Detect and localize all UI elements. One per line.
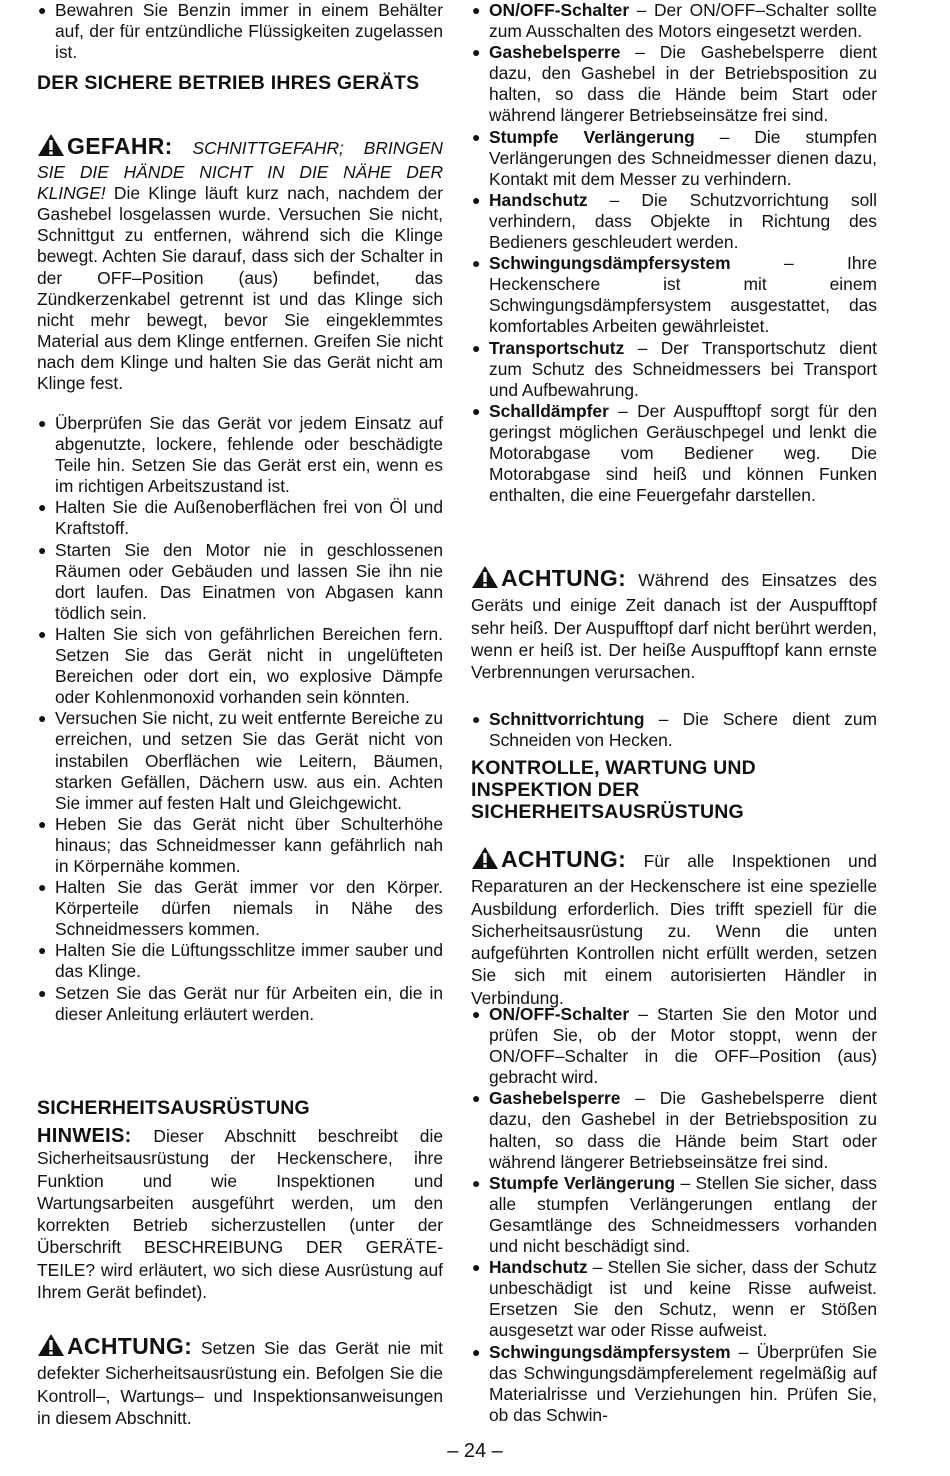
warning-triangle-icon — [37, 133, 65, 162]
list-item: ● ON/OFF-Schalter – Der ON/OFF–Schalter sollte zum Ausschalten des Motors eingesetzt werden. — [472, 0, 877, 42]
page-number: – 24 – — [447, 1440, 503, 1462]
list-item: ● Heben Sie das Gerät nicht über Schulterhöhe hinaus; das Schneidmesser kann gefährlich nah in Körpernähe kommen. — [38, 813, 443, 876]
list-item: ● Halten Sie die Lüftungsschlitze immer sauber und das Klinge. — [38, 940, 443, 982]
caution-body: Während des Einsatzes des Geräts und einige Zeit danach ist der Auspufftopf sehr heiß. Der Auspufftopf darf nicht berührt werden, wenn er heiß ist. Der heiße Auspufftopf kann ernste Verbrennungen verursachen. — [471, 570, 877, 683]
safety-bullet-list — [37, 413, 443, 1025]
list-item: ● Setzen Sie das Gerät nur für Arbeiten ein, die in dieser Anleitung erläutert werden. — [38, 982, 443, 1024]
list-item: ● Schwingungsdämpfersystem – Überprüfen Sie das Schwingungsdämpferelement regelmäßig auf Materialrisse und Verziehungen hin. Prüfen Sie, ob das Schwin- — [472, 1341, 877, 1425]
section-heading-safety-equipment: SICHERHEITSAUSRÜSTUNG — [37, 1097, 310, 1119]
danger-italic-text: SCHNITTGEFAHR; BRINGEN SIE DIE HÄNDE NICHT IN DIE NÄHE DER KLINGE! — [37, 138, 443, 204]
caution-notice-equipment — [37, 1333, 443, 1429]
note-block — [37, 1125, 443, 1303]
caution-notice-inspection — [471, 846, 877, 1009]
warning-triangle-icon — [471, 565, 499, 594]
list-item: ● Halten Sie die Außenoberflächen frei von Öl und Kraftstoff. — [38, 497, 443, 539]
features-list — [471, 0, 877, 506]
danger-label: GEFAHR: — [67, 133, 173, 159]
warning-triangle-icon — [471, 846, 499, 875]
list-item: ● Bewahren Sie Benzin immer in einem Behälter auf, der für entzündliche Flüssigkeiten zugelassen ist. — [38, 0, 443, 63]
list-item: ● Stumpfe Verlängerung – Die stumpfen Verlängerungen des Schneidmesser dienen dazu, Kontakt mit dem Messer zu verhindern. — [472, 126, 877, 189]
caution-body: Setzen Sie das Gerät nie mit defekter Sicherheitsausrüstung ein. Befolgen Sie die Kontroll–, Wartungs– und Inspektionsanweisungen in diesem Abschnitt. — [37, 1338, 444, 1428]
list-item: ● Überprüfen Sie das Gerät vor jedem Einsatz auf abgenutzte, lockere, fehlende oder beschädigte Teile hin. Setzen Sie das Gerät erst ein, wenn es im richtigen Arbeitszustand ist. — [38, 413, 443, 497]
list-item: ● ON/OFF-Schalter – Starten Sie den Motor und prüfen Sie, ob der Motor stoppt, wenn der ON/OFF–Schalter in die OFF–Position (aus) gebracht wird. — [472, 1004, 877, 1088]
list-item: ● Handschutz – Die Schutzvorrichtung soll verhindern, dass Objekte in Richtung des Bedieners geschleudert werden. — [472, 189, 877, 253]
inspection-checks-list — [471, 1004, 877, 1426]
caution-label: ACHTUNG: — [67, 1333, 193, 1359]
list-item: ● Halten Sie sich von gefährlichen Bereichen fern. Setzen Sie das Gerät nicht in ungelüfteten Bereichen oder dort ein, wo explosive Dämpfe oder Kohlenmonoxid vorhanden sein könnten. — [38, 623, 443, 708]
list-item: ● Halten Sie das Gerät immer vor den Körper. Körperteile dürfen niemals in Nähe des Schneidmessers kommen. — [38, 877, 443, 940]
list-item: ● Handschutz – Stellen Sie sicher, dass der Schutz unbeschädigt ist und keine Risse aufweist. Ersetzen Sie den Schutz, wenn er Stößen ausgesetzt war oder Risse aufweist. — [472, 1257, 878, 1341]
list-item: ● Versuchen Sie nicht, zu weit entfernte Bereiche zu erreichen, und setzen Sie das Gerät nicht von instabilen Oberflächen wie Leitern, Bäumen, starken Gefällen, Dächern usw. aus ein. Achten Sie immer auf festen Halt und Gleichgewicht. — [38, 708, 443, 813]
list-item: ● Stumpfe Verlängerung – Stellen Sie sicher, dass alle stumpfen Verlängerungen entlang der Gesamtlänge des Schneidmessers vorhanden und nicht beschädigt sind. — [472, 1172, 878, 1257]
danger-notice — [37, 133, 443, 394]
cutting-device-list — [471, 709, 877, 751]
list-item: ● Schalldämpfer – Der Auspufftopf sorgt für den geringst möglichen Geräuschpegel und lenkt die Motorabgase vom Bediener weg. Die Motorabgase sind heiß und können Funken enthalten, die eine Feuergefahr darstellen. — [472, 400, 877, 506]
caution-body: Für alle Inspektionen und Reparaturen an der Heckenschere ist eine spezielle Ausbildung erforderlich. Dies trifft speziell für die Sicherheitsausrüstung zu. Wenn die unten aufgeführten Kontrollen nicht erfüllt werden, setzen Sie sich mit einem autorisierten Händler in Verbindung. — [471, 851, 877, 1008]
section-heading-inspection: KONTROLLE, WARTUNG UND INSPEKTION DER SICHERHEITSAUSRÜSTUNG — [471, 757, 756, 823]
danger-body: Die Klinge läuft kurz nach, nachdem der Gashebel losgelassen wurde. Versuchen Sie nicht, Schnittgut zu entfernen, während sich die Klinge bewegt. Achten Sie darauf, dass sich der Schalter in der OFF–Position (aus) befindet, das Zündkerzenkabel getrennt ist und das Klinge sich nicht mehr bewegt, bevor Sie eingeklemmtes Material aus dem Klinge entfernen. Greifen Sie nicht nach dem Klinge und halten Sie das Gerät nicht am Klinge fest. — [37, 183, 443, 394]
list-item: ● Schwingungsdämpfersystem – Ihre Heckenschere ist mit einem Schwingungsdämpfersystem ausgestattet, das komfortables Arbeiten gewährleistet. — [472, 253, 877, 337]
list-item: ● Schnittvorrichtung – Die Schere dient zum Schneiden von Hecken. — [472, 709, 877, 751]
list-item: ● Gashebelsperre – Die Gashebelsperre dient dazu, den Gashebel in der Betriebsposition zu halten, so dass die Hände beim Start oder während längerer Betriebseinsätze frei sind. — [472, 42, 877, 126]
caution-label: ACHTUNG: — [501, 565, 627, 591]
top-bullet-list — [37, 0, 443, 63]
note-label: HINWEIS: — [37, 1125, 132, 1147]
caution-notice-muffler — [471, 565, 877, 683]
warning-triangle-icon — [37, 1333, 65, 1362]
caution-label: ACHTUNG: — [501, 846, 627, 872]
section-heading-safe-operation: DER SICHERE BETRIEB IHRES GERÄTS — [37, 72, 420, 94]
list-item: ● Gashebelsperre – Die Gashebelsperre dient dazu, den Gashebel in der Betriebsposition zu halten, so dass die Hände beim Start oder während längerer Betriebseinsätze frei sind. — [472, 1088, 877, 1172]
list-item: ● Starten Sie den Motor nie in geschlossenen Räumen oder Gebäuden und lassen Sie ihn nie dort laufen. Das Einatmen von Abgasen kann tödlich sein. — [38, 539, 443, 623]
note-body: Dieser Abschnitt beschreibt die Sicherheitsausrüstung der Heckenschere, ihre Funktion und wie Inspektionen und Wartungsarbeiten ausgeführt werden, um den korrekten Betrieb sicherzustellen (unter der Überschrift BESCHREIBUNG DER GERÄTE-TEILE? wird erläutert, wo sich diese Ausrüstung auf Ihrem Gerät befindet). — [37, 1126, 443, 1303]
list-item: ● Transportschutz – Der Transportschutz dient zum Schutz des Schneidmessers bei Transport und Aufbewahrung. — [472, 337, 877, 400]
